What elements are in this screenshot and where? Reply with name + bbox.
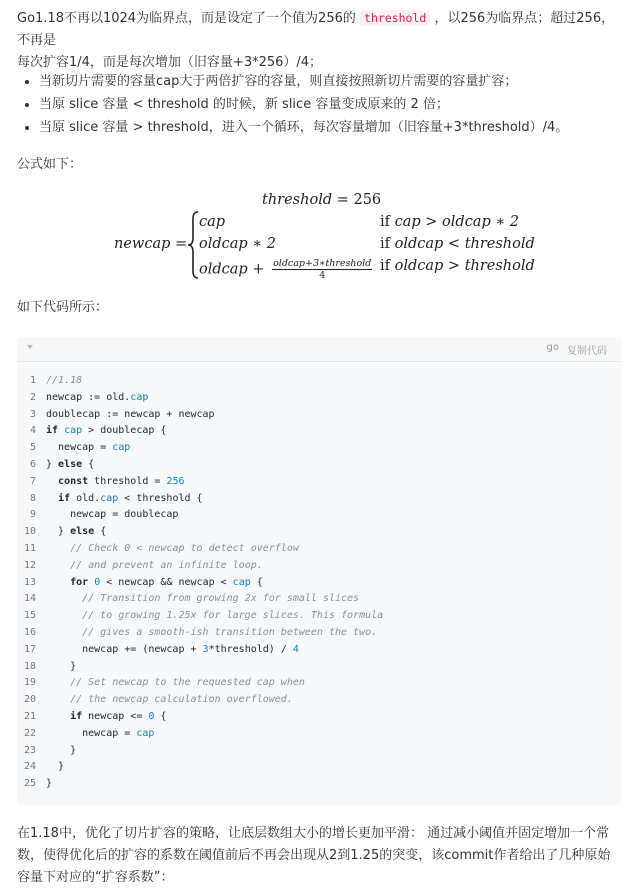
code-token: else bbox=[58, 458, 83, 470]
code-line bbox=[17, 659, 621, 676]
code-line bbox=[17, 373, 621, 390]
code-line bbox=[17, 407, 621, 424]
collapse-chevron-icon[interactable] bbox=[27, 345, 33, 349]
code-token: < newcap && newcap < bbox=[100, 576, 233, 588]
formula-if-word: if bbox=[380, 258, 391, 274]
code-token: newcap := old. bbox=[46, 391, 131, 403]
line-number: 22 bbox=[23, 727, 36, 739]
formula-label: 公式如下： bbox=[17, 157, 83, 172]
code-toolbar bbox=[17, 337, 621, 362]
code-token: 256 bbox=[166, 475, 185, 487]
intro-text-line2: 每次扩容1/4，而是每次增加（旧容量+3*256）/4； bbox=[17, 55, 323, 70]
formula-case3-condition bbox=[380, 258, 535, 274]
line-number: 23 bbox=[23, 744, 36, 756]
code-token: // Check 0 < newcap to detect overflow bbox=[70, 542, 299, 554]
code-token: threshold = bbox=[88, 475, 167, 487]
code-token: cap bbox=[130, 391, 149, 403]
code-token: < threshold { bbox=[118, 492, 203, 504]
formula-if-word: if bbox=[380, 214, 391, 230]
formula-case3-prefix: oldcap + bbox=[199, 261, 265, 278]
code-token: { bbox=[154, 710, 167, 722]
code-token bbox=[46, 543, 70, 554]
line-number: 20 bbox=[23, 694, 36, 706]
code-token bbox=[46, 610, 82, 621]
intro-text-part1: Go1.18不再以1024为临界点，而是设定了一个值为256的 bbox=[17, 11, 361, 26]
code-token bbox=[46, 493, 58, 504]
code-line bbox=[17, 591, 621, 608]
code-line bbox=[17, 390, 621, 407]
code-line bbox=[17, 558, 621, 575]
code-token: else bbox=[70, 526, 95, 538]
line-number: 9 bbox=[29, 509, 36, 521]
code-line bbox=[17, 608, 621, 625]
code-line bbox=[17, 575, 621, 592]
list-item: • 当原 slice 容量 < threshold 的时候，新 slice 容量变成原来的 2 倍； bbox=[39, 93, 629, 116]
code-token: const bbox=[58, 475, 89, 487]
line-number: 17 bbox=[23, 643, 36, 655]
line-number: 14 bbox=[23, 593, 36, 605]
code-line bbox=[17, 743, 621, 760]
formula-case2-expr: oldcap ∗ 2 bbox=[199, 236, 276, 252]
code-token: > doublecap { bbox=[82, 425, 167, 437]
code-line bbox=[17, 675, 621, 692]
list-item: • 当新切片需要的容量cap大于两倍扩容的容量，则直接按照新切片需要的容量扩容； bbox=[39, 70, 629, 93]
code-label: 如下代码所示： bbox=[17, 300, 109, 315]
code-token: { bbox=[94, 526, 107, 538]
formula-threshold-value: = 256 bbox=[336, 192, 382, 208]
line-number: 24 bbox=[23, 761, 36, 773]
code-line bbox=[17, 507, 621, 524]
code-token bbox=[46, 627, 82, 638]
line-number: 1 bbox=[29, 375, 36, 386]
code-token: if bbox=[70, 710, 83, 722]
code-token bbox=[46, 711, 70, 722]
line-number: 19 bbox=[23, 677, 36, 689]
code-token: doublecap := newcap + newcap bbox=[46, 408, 215, 420]
formula-case1-expr: cap bbox=[199, 214, 226, 230]
formula-case2-cond-text: oldcap < threshold bbox=[394, 236, 535, 252]
code-token: if bbox=[58, 492, 71, 504]
formula-case1-cond-text: cap > oldcap ∗ 2 bbox=[394, 214, 520, 230]
code-token bbox=[46, 593, 82, 604]
line-number: 11 bbox=[23, 542, 36, 554]
rules-list bbox=[17, 70, 629, 139]
line-number: 7 bbox=[29, 475, 36, 487]
line-number: 13 bbox=[23, 576, 36, 588]
code-token: 4 bbox=[292, 643, 299, 655]
outro-paragraph: 在1.18中，优化了切片扩容的策略，让底层数组大小的增长更加平滑： 通过减小阈值并固定增加一个常数，使得优化后的扩容的系数在阈值前后不再会出现从2到1.25的突变，该commit作者给出了几种原始容量下对应的“扩容系数”： bbox=[17, 826, 611, 885]
line-number: 2 bbox=[29, 391, 36, 403]
code-token: // to growing 1.25x for large slices. This formula bbox=[82, 610, 384, 622]
code-token: cap bbox=[64, 425, 83, 437]
formula-threshold-var: threshold bbox=[262, 192, 333, 208]
code-token: old. bbox=[70, 492, 101, 504]
code-token bbox=[46, 560, 70, 571]
intro-paragraph bbox=[17, 7, 621, 74]
code-line bbox=[17, 625, 621, 642]
code-language-label: go bbox=[546, 342, 559, 353]
code-token: newcap <= bbox=[82, 710, 149, 722]
code-token: // gives a smooth-ish transition between the two. bbox=[82, 626, 378, 638]
code-line bbox=[17, 524, 621, 541]
line-number: 5 bbox=[29, 442, 36, 454]
code-token: { bbox=[250, 576, 263, 588]
code-line bbox=[17, 709, 621, 726]
line-number: 6 bbox=[29, 458, 36, 470]
code-line bbox=[17, 642, 621, 659]
code-token: } bbox=[46, 458, 59, 470]
formula-case3-fraction bbox=[272, 258, 372, 281]
code-line bbox=[17, 759, 621, 776]
code-token bbox=[46, 476, 58, 487]
code-token: newcap += (newcap + bbox=[46, 643, 203, 655]
code-token: 3 bbox=[202, 643, 209, 655]
code-line bbox=[17, 440, 621, 457]
code-token: // and prevent an infinite loop. bbox=[70, 559, 263, 571]
code-token: } bbox=[46, 761, 65, 773]
list-item: • 当原 slice 容量 > threshold，进入一个循环，每次容量增加（旧容量+3*threshold）/4。 bbox=[39, 116, 629, 139]
threshold-inline-code: threshold bbox=[360, 10, 430, 26]
code-token: 0 bbox=[94, 576, 101, 588]
code-token: cap bbox=[100, 492, 119, 504]
code-line bbox=[17, 457, 621, 474]
code-line bbox=[17, 541, 621, 558]
growth-formula bbox=[110, 190, 535, 281]
code-token: } bbox=[46, 526, 71, 538]
line-number: 3 bbox=[29, 408, 36, 420]
code-token: newcap = bbox=[46, 727, 137, 739]
formula-case3-expr bbox=[199, 258, 372, 281]
line-number: 10 bbox=[23, 526, 36, 538]
code-token: for bbox=[70, 576, 89, 588]
code-token: // the newcap calculation overflowed. bbox=[70, 694, 293, 706]
formula-case3-cond-text: oldcap > threshold bbox=[394, 258, 535, 274]
code-token bbox=[46, 677, 70, 688]
line-number: 4 bbox=[29, 425, 36, 437]
code-line bbox=[17, 776, 621, 793]
formula-fraction-denominator: 4 bbox=[319, 270, 326, 281]
line-number: 25 bbox=[23, 778, 36, 790]
copy-code-button[interactable]: 复制代码 bbox=[567, 346, 607, 357]
formula-eq-sign: = bbox=[175, 236, 188, 252]
code-token: cap bbox=[112, 442, 131, 454]
code-line bbox=[17, 474, 621, 491]
code-token: newcap = bbox=[46, 442, 113, 454]
line-number: 12 bbox=[23, 559, 36, 571]
formula-case2-condition bbox=[380, 236, 535, 252]
code-line bbox=[17, 423, 621, 440]
code-token: // Set newcap to the requested cap when bbox=[70, 677, 305, 689]
code-token: } bbox=[46, 744, 77, 756]
formula-lhs bbox=[114, 236, 187, 252]
formula-if-word: if bbox=[380, 236, 391, 252]
code-token: cap bbox=[232, 576, 251, 588]
formula-case1-condition bbox=[380, 214, 519, 230]
formula-left-brace bbox=[186, 210, 200, 280]
code-token: //1.18 bbox=[46, 375, 83, 386]
line-number: 21 bbox=[23, 710, 36, 722]
formula-lhs-var: newcap bbox=[114, 236, 171, 252]
code-token: } bbox=[46, 778, 53, 790]
code-token: } bbox=[46, 660, 77, 672]
code-token: 0 bbox=[148, 710, 155, 722]
code-line bbox=[17, 692, 621, 709]
code-token: newcap = doublecap bbox=[46, 509, 179, 521]
formula-fraction-numerator: oldcap+3∗threshold bbox=[273, 258, 372, 269]
line-number: 16 bbox=[23, 626, 36, 638]
code-token: { bbox=[82, 458, 95, 470]
code-token bbox=[46, 694, 70, 705]
code-token: *threshold) / bbox=[208, 643, 293, 655]
code-lines bbox=[17, 373, 621, 793]
intro-text-part2: ，以256为临界点；超过256，不再是 bbox=[17, 11, 615, 48]
code-token: cap bbox=[136, 727, 155, 739]
code-line bbox=[17, 491, 621, 508]
code-line bbox=[17, 726, 621, 743]
code-token: // Transition from growing 2x for small slices bbox=[82, 593, 360, 605]
code-token: if bbox=[46, 425, 59, 437]
line-number: 8 bbox=[29, 492, 36, 504]
line-number: 15 bbox=[23, 610, 36, 622]
code-block bbox=[17, 337, 621, 805]
code-token bbox=[46, 577, 70, 588]
line-number: 18 bbox=[23, 660, 36, 672]
